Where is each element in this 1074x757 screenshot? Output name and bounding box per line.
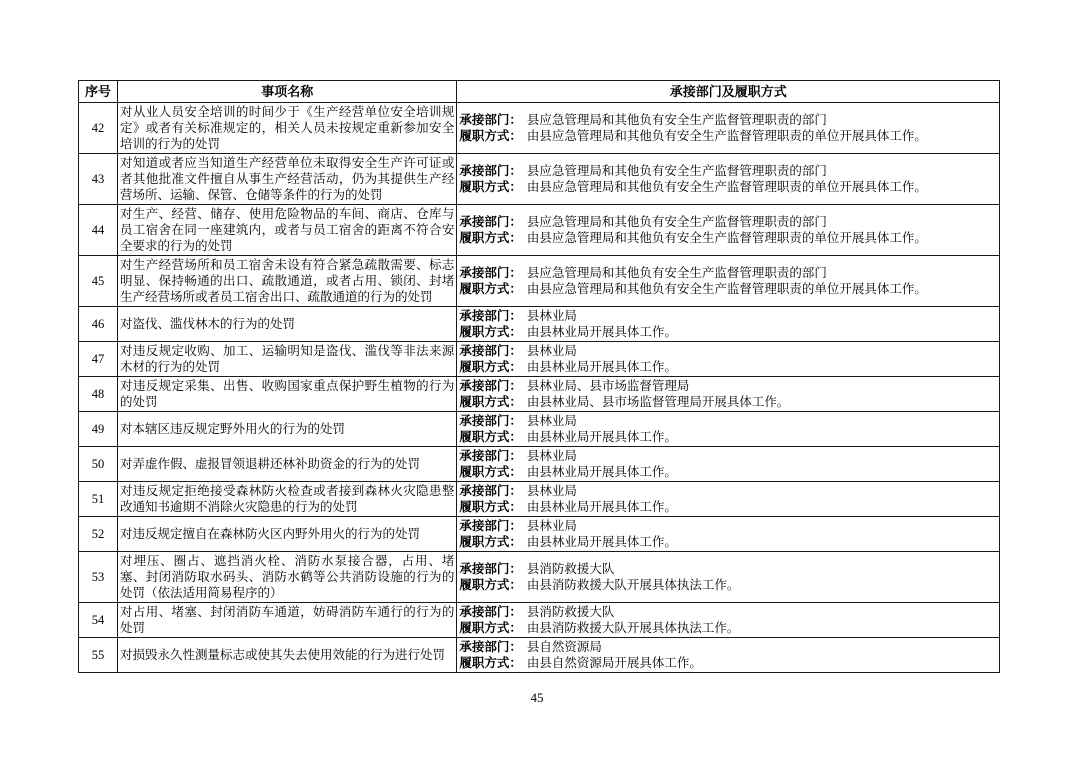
department-line xyxy=(459,518,997,534)
department-value: 县林业局 xyxy=(526,414,577,428)
item-name: 对生产经营场所和员工宿舍未设有符合紧急疏散需要、标志明显、保持畅通的出口、疏散通道，或者占用、锁闭、封堵生产经营场所或者员工宿舍出口、疏散通道的行为的处罚 xyxy=(118,256,457,307)
department-label: 承接部门： xyxy=(459,215,522,229)
department-line xyxy=(459,561,997,577)
row-number: 49 xyxy=(79,412,118,447)
item-name: 对违反规定擅自在森林防火区内野外用火的行为的处罚 xyxy=(118,517,457,552)
method-label: 履职方式： xyxy=(459,621,522,635)
undertaking-cell xyxy=(457,256,1000,307)
method-label: 履职方式： xyxy=(459,578,522,592)
item-name: 对本辖区违反规定野外用火的行为的处罚 xyxy=(118,412,457,447)
row-number: 55 xyxy=(79,638,118,673)
undertaking-cell xyxy=(457,603,1000,638)
method-label: 履职方式： xyxy=(459,360,522,374)
undertaking-cell xyxy=(457,205,1000,256)
method-label: 履职方式： xyxy=(459,656,522,670)
column-header-item-name: 事项名称 xyxy=(118,81,457,103)
department-line xyxy=(459,483,997,499)
table-row xyxy=(79,412,1000,447)
row-number: 45 xyxy=(79,256,118,307)
undertaking-cell xyxy=(457,447,1000,482)
method-line xyxy=(459,499,997,515)
method-label: 履职方式： xyxy=(459,231,522,245)
method-label: 履职方式： xyxy=(459,129,522,143)
item-name: 对占用、堵塞、封闭消防车通道，妨碍消防车通行的行为的处罚 xyxy=(118,603,457,638)
item-name: 对违反规定采集、出售、收购国家重点保护野生植物的行为的处罚 xyxy=(118,377,457,412)
row-number: 52 xyxy=(79,517,118,552)
method-value: 由县林业局开展具体工作。 xyxy=(526,500,677,514)
column-header-no: 序号 xyxy=(79,81,118,103)
method-value: 由县林业局开展具体工作。 xyxy=(526,465,677,479)
method-line xyxy=(459,230,997,246)
column-header-undertaking: 承接部门及履职方式 xyxy=(457,81,1000,103)
undertaking-cell xyxy=(457,103,1000,154)
department-label: 承接部门： xyxy=(459,266,522,280)
department-line xyxy=(459,413,997,429)
department-label: 承接部门： xyxy=(459,640,522,654)
transfer-items-table xyxy=(78,80,1000,673)
method-value: 由县林业局开展具体工作。 xyxy=(526,430,677,444)
row-number: 44 xyxy=(79,205,118,256)
department-line xyxy=(459,308,997,324)
row-number: 51 xyxy=(79,482,118,517)
department-label: 承接部门： xyxy=(459,605,522,619)
undertaking-cell xyxy=(457,552,1000,603)
method-line xyxy=(459,359,997,375)
row-number: 50 xyxy=(79,447,118,482)
method-value: 由县林业局开展具体工作。 xyxy=(526,535,677,549)
row-number: 42 xyxy=(79,103,118,154)
department-label: 承接部门： xyxy=(459,379,522,393)
table-row xyxy=(79,603,1000,638)
department-value: 县自然资源局 xyxy=(526,640,602,654)
method-line xyxy=(459,620,997,636)
undertaking-cell xyxy=(457,482,1000,517)
table-row xyxy=(79,103,1000,154)
item-name: 对弄虚作假、虚报冒领退耕还林补助资金的行为的处罚 xyxy=(118,447,457,482)
department-value: 县应急管理局和其他负有安全生产监督管理职责的部门 xyxy=(526,113,827,127)
method-line xyxy=(459,655,997,671)
department-line xyxy=(459,639,997,655)
department-label: 承接部门： xyxy=(459,519,522,533)
undertaking-cell xyxy=(457,638,1000,673)
department-value: 县林业局、县市场监督管理局 xyxy=(526,379,690,393)
department-line xyxy=(459,448,997,464)
page-number: 45 xyxy=(530,690,544,705)
department-value: 县林业局 xyxy=(526,309,577,323)
row-number: 46 xyxy=(79,307,118,342)
method-line xyxy=(459,324,997,340)
method-value: 由县林业局开展具体工作。 xyxy=(526,360,677,374)
table-row xyxy=(79,307,1000,342)
method-label: 履职方式： xyxy=(459,535,522,549)
department-line xyxy=(459,343,997,359)
item-name: 对违反规定拒绝接受森林防火检查或者接到森林火灾隐患整改通知书逾期不消除火灾隐患的行为的处罚 xyxy=(118,482,457,517)
department-label: 承接部门： xyxy=(459,414,522,428)
item-name: 对从业人员安全培训的时间少于《生产经营单位安全培训规定》或者有关标准规定的，相关人员未按规定重新参加安全培训的行为的处罚 xyxy=(118,103,457,154)
method-value: 由县消防救援大队开展具体执法工作。 xyxy=(526,578,740,592)
table-row xyxy=(79,517,1000,552)
method-value: 由县消防救援大队开展具体执法工作。 xyxy=(526,621,740,635)
department-line xyxy=(459,214,997,230)
department-value: 县应急管理局和其他负有安全生产监督管理职责的部门 xyxy=(526,266,827,280)
department-value: 县消防救援大队 xyxy=(526,605,615,619)
item-name: 对生产、经营、储存、使用危险物品的车间、商店、仓库与员工宿舍在同一座建筑内，或者与员工宿舍的距离不符合安全要求的行为的处罚 xyxy=(118,205,457,256)
method-label: 履职方式： xyxy=(459,325,522,339)
department-label: 承接部门： xyxy=(459,562,522,576)
table-row xyxy=(79,377,1000,412)
item-name: 对损毁永久性测量标志或使其失去使用效能的行为进行处罚 xyxy=(118,638,457,673)
table-row xyxy=(79,342,1000,377)
department-label: 承接部门： xyxy=(459,449,522,463)
method-line xyxy=(459,281,997,297)
method-label: 履职方式： xyxy=(459,180,522,194)
table-row xyxy=(79,638,1000,673)
table-row xyxy=(79,447,1000,482)
method-line xyxy=(459,534,997,550)
undertaking-cell xyxy=(457,517,1000,552)
department-label: 承接部门： xyxy=(459,309,522,323)
table-row xyxy=(79,256,1000,307)
row-number: 47 xyxy=(79,342,118,377)
row-number: 43 xyxy=(79,154,118,205)
row-number: 54 xyxy=(79,603,118,638)
method-label: 履职方式： xyxy=(459,282,522,296)
undertaking-cell xyxy=(457,412,1000,447)
item-name: 对知道或者应当知道生产经营单位未取得安全生产许可证或者其他批准文件擅自从事生产经营活动，仍为其提供生产经营场所、运输、保管、仓储等条件的行为的处罚 xyxy=(118,154,457,205)
item-name: 对违反规定收购、加工、运输明知是盗伐、滥伐等非法来源木材的行为的处罚 xyxy=(118,342,457,377)
department-value: 县消防救援大队 xyxy=(526,562,615,576)
method-value: 由县应急管理局和其他负有安全生产监督管理职责的单位开展具体工作。 xyxy=(526,231,927,245)
method-label: 履职方式： xyxy=(459,430,522,444)
method-line xyxy=(459,128,997,144)
method-line xyxy=(459,464,997,480)
department-line xyxy=(459,163,997,179)
row-number: 48 xyxy=(79,377,118,412)
department-value: 县应急管理局和其他负有安全生产监督管理职责的部门 xyxy=(526,215,827,229)
method-label: 履职方式： xyxy=(459,465,522,479)
method-line xyxy=(459,429,997,445)
method-line xyxy=(459,394,997,410)
department-line xyxy=(459,112,997,128)
row-number: 53 xyxy=(79,552,118,603)
department-value: 县应急管理局和其他负有安全生产监督管理职责的部门 xyxy=(526,164,827,178)
method-value: 由县林业局开展具体工作。 xyxy=(526,325,677,339)
department-value: 县林业局 xyxy=(526,449,577,463)
department-line xyxy=(459,265,997,281)
undertaking-cell xyxy=(457,307,1000,342)
undertaking-cell xyxy=(457,154,1000,205)
department-label: 承接部门： xyxy=(459,344,522,358)
department-label: 承接部门： xyxy=(459,113,522,127)
department-value: 县林业局 xyxy=(526,519,577,533)
undertaking-cell xyxy=(457,377,1000,412)
method-label: 履职方式： xyxy=(459,395,522,409)
item-name: 对埋压、圈占、遮挡消火栓、消防水泵接合器，占用、堵塞、封闭消防取水码头、消防水鹤等公共消防设施的行为的处罚（依法适用简易程序的） xyxy=(118,552,457,603)
table-header xyxy=(79,81,1000,103)
table-row xyxy=(79,205,1000,256)
table-row xyxy=(79,552,1000,603)
method-value: 由县林业局、县市场监督管理局开展具体工作。 xyxy=(526,395,790,409)
method-value: 由县应急管理局和其他负有安全生产监督管理职责的单位开展具体工作。 xyxy=(526,180,927,194)
method-label: 履职方式： xyxy=(459,500,522,514)
item-name: 对盗伐、滥伐林木的行为的处罚 xyxy=(118,307,457,342)
department-line xyxy=(459,378,997,394)
method-value: 由县应急管理局和其他负有安全生产监督管理职责的单位开展具体工作。 xyxy=(526,282,927,296)
method-line xyxy=(459,577,997,593)
method-line xyxy=(459,179,997,195)
department-label: 承接部门： xyxy=(459,164,522,178)
department-value: 县林业局 xyxy=(526,344,577,358)
table-row xyxy=(79,154,1000,205)
method-value: 由县自然资源局开展具体工作。 xyxy=(526,656,702,670)
department-line xyxy=(459,604,997,620)
table-row xyxy=(79,482,1000,517)
table-body xyxy=(79,103,1000,673)
department-value: 县林业局 xyxy=(526,484,577,498)
department-label: 承接部门： xyxy=(459,484,522,498)
undertaking-cell xyxy=(457,342,1000,377)
method-value: 由县应急管理局和其他负有安全生产监督管理职责的单位开展具体工作。 xyxy=(526,129,927,143)
